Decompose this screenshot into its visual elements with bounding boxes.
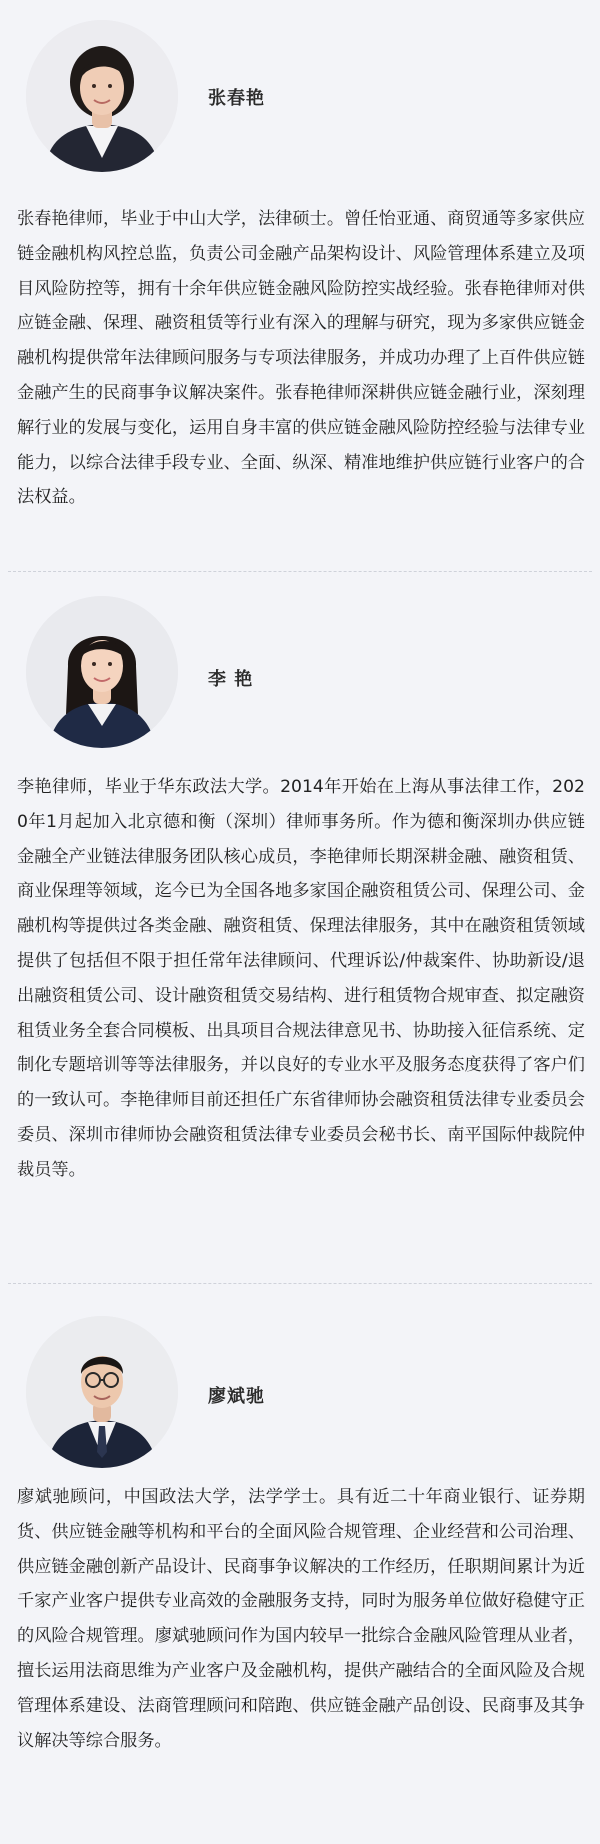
avatar-photo-woman-icon [26,596,178,748]
profile-bio: 张春艳律师，毕业于中山大学，法律硕士。曾任怡亚通、商贸通等多家供应链金融机构风控总监，负责公司金融产品架构设计、风险管理体系建立及项目风险防控等，拥有十余年供应链金融风险防控实战经验。张春艳律师对供应链金融、保理、融资租赁等行业有深入的理解与研究，现为多家供应链金融机构提供常年法律顾问服务与专项法律服务，并成功办理了上百件供应链金融产生的民商事争议解决案件。张春艳律师深耕供应链金融行业，深刻理解行业的发展与变化，运用自身丰富的供应链金融风险防控经验与法律专业能力，以综合法律手段专业、全面、纵深、精准地维护供应链行业客户的合法权益。 [17,209,585,508]
profile-card-liao [0,1284,600,1844]
profile-card-zhang [0,0,600,572]
avatar-photo-woman-icon [26,20,178,172]
profile-name: 李 艳 [208,669,254,690]
profile-name: 张春艳 [208,88,265,109]
profile-card-li [0,572,600,1284]
avatar-li [26,596,178,748]
avatar-liao [26,1316,178,1468]
avatar-zhang [26,20,178,172]
avatar-photo-man-icon [26,1316,178,1468]
profile-bio: 李艳律师，毕业于华东政法大学。2014年开始在上海从事法律工作，2020年1月起加入北京德和衡（深圳）律师事务所。作为德和衡深圳办供应链金融全产业链法律服务团队核心成员，李艳律师长期深耕金融、融资租赁、商业保理等领域，迄今已为全国各地多家国企融资租赁公司、保理公司、金融机构等提供过各类金融、融资租赁、保理法律服务，其中在融资租赁领域提供了包括但不限于担任常年法律顾问、代理诉讼/仲裁案件、协助新设/退出融资租赁公司、设计融资租赁交易结构、进行租赁物合规审查、拟定融资租赁业务全套合同模板、出具项目合规法律意见书、协助接入征信系统、定制化专题培训等等法律服务，并以良好的专业水平及服务态度获得了客户们的一致认可。李艳律师目前还担任广东省律师协会融资租赁法律专业委员会委员、深圳市律师协会融资租赁法律专业委员会秘书长、南平国际仲裁院仲裁员等。 [17,777,585,1180]
profile-bio: 廖斌驰顾问，中国政法大学，法学学士。具有近二十年商业银行、证券期货、供应链金融等机构和平台的全面风险合规管理、企业经营和公司治理、供应链金融创新产品设计、民商事争议解决的工作经历，任职期间累计为近千家产业客户提供专业高效的金融服务支持，同时为服务单位做好稳健守正的风险合规管理。廖斌驰顾问作为国内较早一批综合金融风险管理从业者，擅长运用法商思维为产业客户及金融机构，提供产融结合的全面风险及合规管理体系建设、法商管理顾问和陪跑、供应链金融产品创设、民商事及其争议解决等综合服务。 [17,1487,585,1751]
profile-name: 廖斌驰 [208,1386,265,1407]
